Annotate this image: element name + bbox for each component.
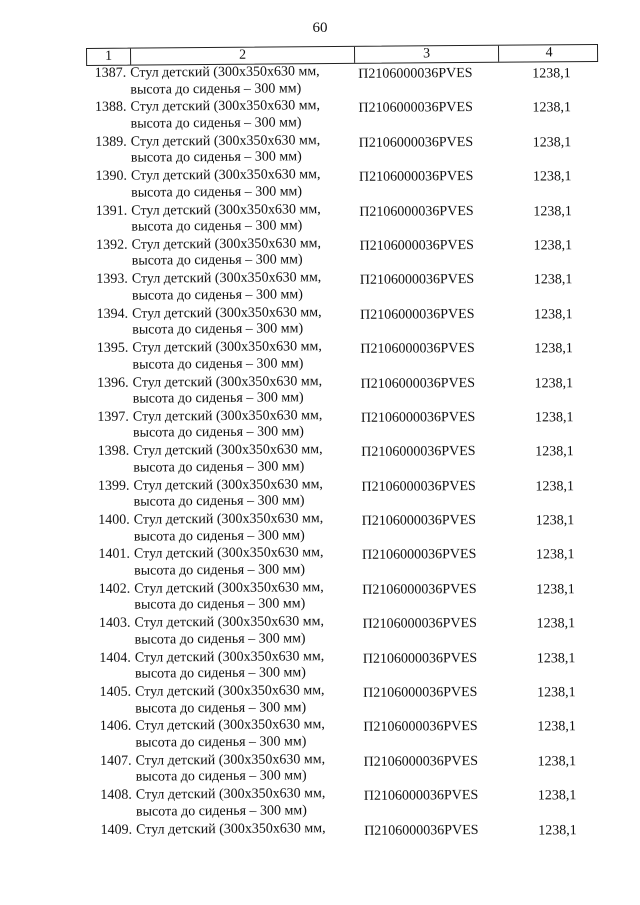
table-row [90, 578, 602, 616]
row-description-line-1: Стул детский (300х350х630 мм, [135, 751, 326, 769]
row-description [134, 545, 366, 580]
table-row [92, 819, 604, 857]
table-row [90, 612, 602, 650]
row-number: 1397. [97, 409, 129, 425]
row-description [135, 717, 367, 752]
row-code: П2106000036PVES [362, 616, 477, 633]
row-description-line-1: Стул детский (300х350х630 мм, [131, 236, 322, 253]
row-description-line-2: высота до сиденья – 300 мм) [135, 802, 307, 820]
table-row [91, 647, 603, 685]
row-description [131, 133, 363, 168]
row-description-line-2: высота до сиденья – 300 мм) [134, 596, 306, 613]
row-code: П2106000036PVES [360, 306, 475, 323]
row-code: П2106000036PVES [358, 65, 473, 82]
row-code: П2106000036PVES [363, 753, 479, 770]
row-description-line-1: Стул детский (300х350х630 мм, [131, 270, 322, 287]
row-description [136, 820, 368, 838]
row-number: 1393. [96, 272, 128, 288]
table-row [87, 200, 599, 238]
row-description [133, 408, 365, 443]
row-description-line-1: Стул детский (300х350х630 мм, [135, 717, 325, 735]
row-code: П2106000036PVES [360, 409, 476, 426]
row-description-line-2: высота до сиденья – 300 мм) [133, 459, 305, 476]
table-row [87, 165, 599, 203]
row-description [133, 442, 365, 477]
table-row [86, 62, 598, 100]
table-row [86, 96, 598, 134]
row-number: 1388. [94, 100, 127, 116]
row-description [131, 167, 363, 202]
row-price: 1238,1 [532, 169, 572, 185]
row-description-line-2: высота до сиденья – 300 мм) [130, 80, 302, 98]
row-code: П2106000036PVES [361, 547, 477, 564]
row-code: П2106000036PVES [360, 341, 475, 357]
row-description-line-1: Стул детский (300х350х630 мм, [132, 408, 323, 425]
row-price: 1238,1 [536, 616, 576, 632]
table-row [92, 750, 604, 788]
row-code: П2106000036PVES [362, 581, 477, 598]
table-row [88, 303, 600, 341]
row-price: 1238,1 [537, 685, 576, 701]
row-number: 1404. [99, 650, 131, 666]
row-description-line-1: Стул детский (300х350х630 мм, [133, 511, 324, 528]
table-row [88, 268, 600, 306]
table-row [87, 131, 599, 169]
row-description-line-1: Стул детский (300х350х630 мм, [132, 304, 322, 322]
row-price: 1238,1 [537, 719, 576, 735]
row-number: 1399. [97, 478, 130, 494]
row-description [131, 236, 363, 271]
row-description-line-2: высота до сиденья – 300 мм) [135, 768, 307, 785]
table-row [91, 715, 603, 753]
row-code: П2106000036PVES [360, 375, 476, 392]
column-header-3: 3 [355, 46, 499, 63]
goods-table [86, 44, 604, 857]
row-code: П2106000036PVES [363, 788, 479, 805]
row-description-line-1: Стул детский (300х350х630 мм, [133, 545, 324, 563]
row-description-line-2: высота до сиденья – 300 мм) [130, 115, 302, 132]
row-price: 1238,1 [536, 650, 576, 667]
row-code: П2106000036PVES [361, 513, 477, 529]
row-price: 1238,1 [537, 753, 577, 770]
row-price: 1238,1 [537, 788, 577, 804]
row-description-line-1: Стул детский (300х350х630 мм, [134, 648, 325, 666]
row-description-line-2: высота до сиденья – 300 мм) [132, 390, 304, 407]
row-description [134, 511, 366, 546]
table-row [89, 371, 601, 409]
row-description-line-2: высота до сиденья – 300 мм) [131, 218, 303, 235]
row-number: 1392. [95, 237, 128, 253]
row-description-line-1: Стул детский (300х350х630 мм, [134, 614, 325, 631]
column-header-4: 4 [545, 45, 553, 61]
row-number: 1390. [95, 168, 128, 185]
row-code: П2106000036PVES [359, 272, 475, 289]
row-description-line-1: Стул детский (300х350х630 мм, [136, 820, 326, 838]
row-number: 1395. [96, 340, 129, 357]
row-description [132, 270, 364, 305]
row-description [136, 786, 368, 821]
row-description-line-2: высота до сиденья – 300 мм) [133, 493, 305, 510]
row-description-line-2: высота до сиденья – 300 мм) [132, 355, 304, 373]
row-number: 1401. [98, 547, 131, 563]
row-description-line-2: высота до сиденья – 300 мм) [135, 734, 307, 751]
row-description-line-2: высота до сиденья – 300 мм) [132, 321, 304, 338]
row-description-line-1: Стул детский (300х350х630 мм, [135, 786, 326, 803]
row-number: 1406. [99, 719, 132, 735]
row-description [132, 305, 364, 340]
row-description [130, 98, 362, 133]
row-number: 1398. [97, 443, 130, 460]
row-description [135, 683, 367, 718]
row-description-line-2: высота до сиденья – 300 мм) [134, 631, 306, 648]
row-description-line-1: Стул детский (300х350х630 мм, [130, 98, 320, 116]
row-description [133, 373, 365, 408]
column-header-2: 2 [131, 47, 355, 65]
row-description-line-1: Стул детский (300х350х630 мм, [130, 64, 320, 81]
row-number: 1396. [97, 375, 129, 391]
column-header-1: 1 [87, 49, 131, 65]
row-code: П2106000036PVES [359, 203, 474, 220]
row-description-line-1: Стул детский (300х350х630 мм, [131, 201, 321, 219]
row-number: 1391. [95, 203, 128, 219]
row-number: 1408. [100, 787, 132, 804]
row-description-line-1: Стул детский (300х350х630 мм, [134, 580, 324, 597]
table-row [90, 509, 602, 547]
row-price: 1238,1 [532, 66, 571, 82]
row-number: 1407. [100, 753, 132, 769]
row-price: 1238,1 [534, 410, 574, 426]
row-price: 1238,1 [533, 203, 572, 220]
row-number: 1402. [98, 581, 131, 597]
row-code: П2106000036PVES [362, 650, 478, 667]
row-description-line-2: высота до сиденья – 300 мм) [132, 424, 305, 442]
table-row [89, 406, 601, 444]
row-description [135, 648, 367, 683]
table-row [90, 543, 602, 581]
row-description-line-1: Стул детский (300х350х630 мм, [132, 373, 323, 391]
row-description-line-1: Стул детский (300х350х630 мм, [135, 683, 325, 700]
row-code: П2106000036PVES [363, 684, 478, 701]
row-number: 1394. [96, 306, 129, 322]
row-description [130, 64, 362, 99]
row-description [134, 580, 366, 615]
row-price: 1238,1 [534, 306, 573, 323]
row-number: 1403. [98, 615, 131, 632]
row-description [136, 752, 368, 787]
row-code: П2106000036PVES [361, 478, 476, 495]
row-price: 1238,1 [532, 100, 572, 116]
row-price: 1238,1 [533, 272, 573, 288]
row-description-line-1: Стул детский (300х350х630 мм, [130, 167, 321, 184]
row-description-line-2: высота до сиденья – 300 мм) [131, 183, 303, 201]
row-description-line-2: высота до сиденья – 300 мм) [130, 149, 302, 166]
table-row [91, 681, 603, 719]
row-price: 1238,1 [538, 822, 577, 839]
row-price: 1238,1 [535, 513, 575, 529]
row-description-line-1: Стул детский (300х350х630 мм, [133, 442, 323, 459]
row-number: 1409. [100, 822, 133, 838]
row-code: П2106000036PVES [363, 719, 478, 736]
table-row [88, 337, 600, 375]
row-description [133, 477, 365, 512]
row-number: 1400. [98, 512, 130, 528]
row-code: П2106000036PVES [358, 169, 474, 186]
row-description-line-2: высота до сиденья – 300 мм) [131, 287, 303, 304]
row-description [131, 201, 363, 236]
row-description-line-2: высота до сиденья – 300 мм) [134, 562, 306, 579]
table-row [89, 475, 601, 513]
row-number: 1405. [99, 684, 132, 700]
row-description-line-2: высота до сиденья – 300 мм) [133, 527, 305, 545]
row-price: 1238,1 [534, 341, 573, 357]
row-price: 1238,1 [535, 444, 574, 460]
row-description-line-1: Стул детский (300х350х630 мм, [133, 476, 323, 494]
row-description-line-1: Стул детский (300х350х630 мм, [130, 132, 321, 150]
row-code: П2106000036PVES [361, 444, 476, 461]
row-description [134, 614, 366, 649]
row-description [132, 339, 364, 374]
row-price: 1238,1 [532, 134, 572, 151]
table-row [89, 440, 601, 478]
row-price: 1238,1 [535, 547, 575, 563]
row-code: П2106000036PVES [359, 237, 474, 254]
table-row [87, 234, 599, 272]
row-price: 1238,1 [536, 582, 575, 598]
row-code: П2106000036PVES [358, 134, 474, 151]
row-description-line-2: высота до сиденья – 300 мм) [131, 252, 303, 270]
row-price: 1238,1 [535, 478, 575, 495]
row-description-line-1: Стул детский (300х350х630 мм, [132, 339, 322, 356]
row-price: 1238,1 [534, 375, 574, 392]
row-description-line-2: высота до сиденья – 300 мм) [135, 699, 307, 717]
row-description-line-2: высота до сиденья – 300 мм) [134, 665, 306, 682]
row-number: 1389. [95, 134, 127, 150]
table-row [92, 784, 604, 822]
row-price: 1238,1 [533, 238, 573, 254]
page-number: 60 [312, 20, 328, 36]
row-code: П2106000036PVES [364, 822, 479, 839]
table-body [86, 62, 604, 857]
row-number: 1387. [94, 65, 127, 81]
row-code: П2106000036PVES [358, 100, 473, 117]
